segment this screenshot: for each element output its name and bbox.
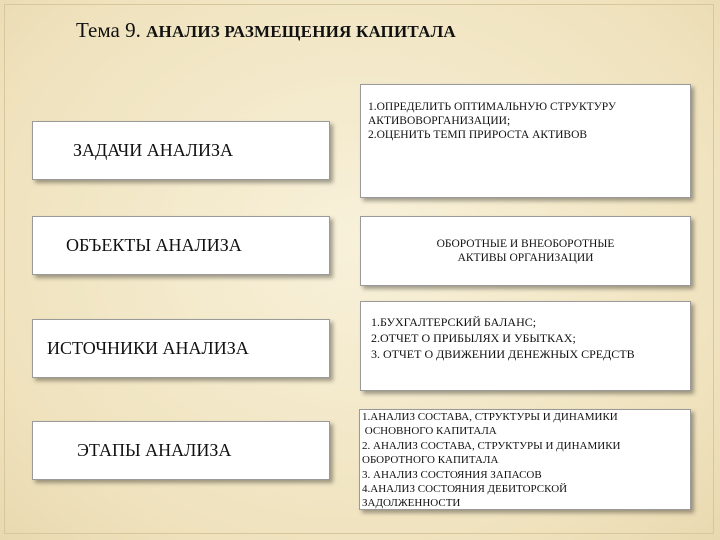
objects-label-box [32,216,330,275]
stages-detail-box [359,409,691,510]
sources-detail-box [360,301,691,391]
objects-detail-line: АКТИВЫ ОРГАНИЗАЦИИ [457,252,594,264]
stages-detail-line: ОБОРОТНОГО КАПИТАЛА [362,454,499,467]
title-main: АНАЛИЗ РАЗМЕЩЕНИЯ КАПИТАЛА [146,22,456,41]
stages-detail-line: ЗАДОЛЖЕННОСТИ [362,497,461,510]
tasks-detail-line: 1.ОПРЕДЕЛИТЬ ОПТИМАЛЬНУЮ СТРУКТУРУ [368,101,617,113]
stages-label: ЭТАПЫ АНАЛИЗА [77,440,232,460]
stages-label-box [32,421,330,480]
stages-detail-line: ОСНОВНОГО КАПИТАЛА [362,425,497,438]
sources-label-box [32,319,330,378]
sources-detail-line: 2.ОТЧЕТ О ПРИБЫЛЯХ И УБЫТКАХ; [371,331,576,345]
stages-detail-line: 2. АНАЛИЗ СОСТАВА, СТРУКТУРЫ И ДИНАМИКИ [362,439,621,452]
tasks-detail-box [360,84,691,198]
title-prefix: Тема 9. [76,18,141,42]
objects-detail-box [360,216,691,286]
sources-label: ИСТОЧНИКИ АНАЛИЗА [47,338,249,358]
tasks-detail-line: 2.ОЦЕНИТЬ ТЕМП ПРИРОСТА АКТИВОВ [368,129,588,141]
objects-label: ОБЪЕКТЫ АНАЛИЗА [66,235,242,255]
tasks-detail-line: АКТИВОВОРГАНИЗАЦИИ; [368,115,511,127]
tasks-label: ЗАДАЧИ АНАЛИЗА [73,140,233,160]
objects-detail-line: ОБОРОТНЫЕ И ВНЕОБОРОТНЫЕ [436,238,615,250]
slide-title [76,18,456,43]
stages-detail-line: 4.АНАЛИЗ СОСТОЯНИЯ ДЕБИТОРСКОЙ [362,483,568,496]
sources-detail-line: 3. ОТЧЕТ О ДВИЖЕНИИ ДЕНЕЖНЫХ СРЕДСТВ [371,347,635,361]
sources-detail-line: 1.БУХГАЛТЕРСКИЙ БАЛАНС; [371,315,537,329]
stages-detail-line: 1.АНАЛИЗ СОСТАВА, СТРУКТУРЫ И ДИНАМИКИ [362,411,618,423]
stages-detail-line: 3. АНАЛИЗ СОСТОЯНИЯ ЗАПАСОВ [362,468,542,481]
tasks-label-box [32,121,330,180]
